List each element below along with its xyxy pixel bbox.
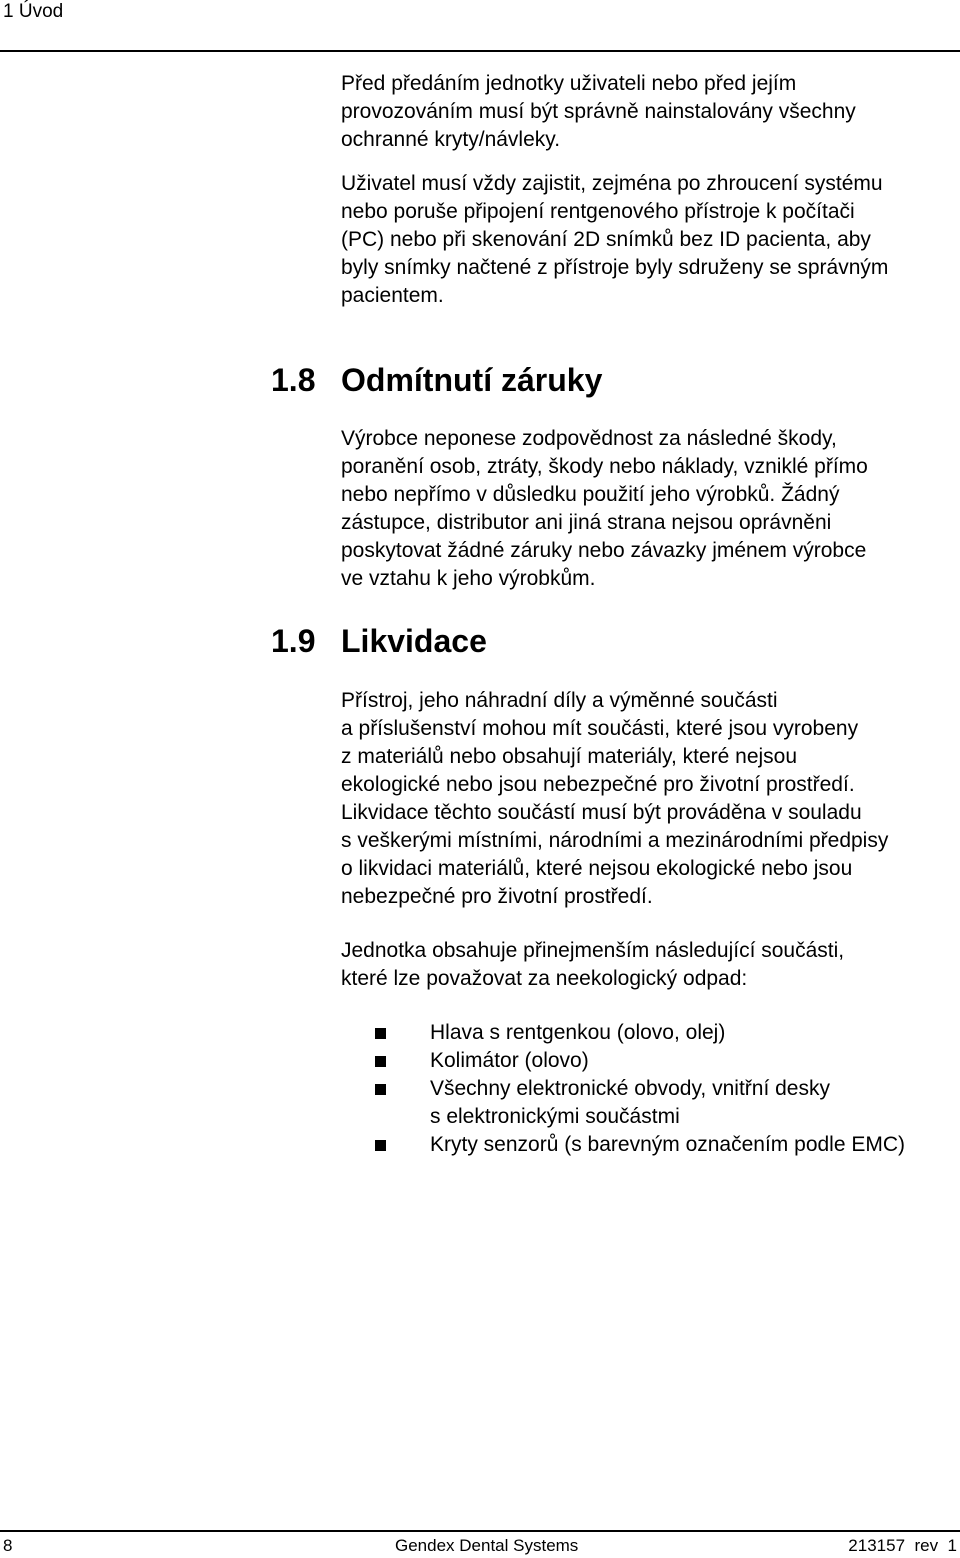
warranty-paragraph xyxy=(341,425,960,593)
square-bullet-icon xyxy=(375,1140,386,1151)
header-rule xyxy=(0,50,960,52)
list-item xyxy=(373,1131,905,1159)
footer-rule xyxy=(0,1530,960,1532)
section-number: 1.9 xyxy=(271,623,316,659)
text-line: Před předáním jednotky uživateli nebo před jejím xyxy=(341,72,797,95)
text-line: pacientem. xyxy=(341,284,444,307)
square-bullet-icon xyxy=(375,1084,386,1095)
section-title: Likvidace xyxy=(341,623,487,659)
section-title: Odmítnutí záruky xyxy=(341,362,603,398)
list-item xyxy=(373,1075,905,1131)
text-line: byly snímky načtené z přístroje byly sdruženy se správným xyxy=(341,256,889,279)
text-line: zástupce, distributor ani jiná strana nejsou oprávněni xyxy=(341,511,832,534)
intro-paragraph-2 xyxy=(341,170,960,310)
text-line: Přístroj, jeho náhradní díly a výměnné součásti xyxy=(341,689,778,712)
text-line: Likvidace těchto součástí musí být prováděna v souladu xyxy=(341,801,862,824)
section-heading-1-8 xyxy=(271,360,602,400)
hazardous-components-list xyxy=(373,1019,905,1159)
text-line: nebo poruše připojení rentgenového přístroje k počítači xyxy=(341,200,855,223)
list-item-text: Hlava s rentgenkou (olovo, olej) xyxy=(430,1021,726,1044)
list-item-text: Všechny elektronické obvody, vnitřní desky xyxy=(430,1077,830,1100)
text-line: Výrobce neponese zodpovědnost za následné škody, xyxy=(341,427,837,450)
list-item-text: s elektronickými součástmi xyxy=(430,1105,680,1128)
text-line: nebezpečné pro životní prostředí. xyxy=(341,885,653,908)
text-line: poranění osob, ztráty, škody nebo náklady, vzniklé přímo xyxy=(341,455,868,478)
square-bullet-icon xyxy=(375,1028,386,1039)
section-number: 1.8 xyxy=(271,362,316,398)
footer-page-number: 8 xyxy=(3,1536,13,1555)
text-line: s veškerými místními, národními a mezinárodními předpisy xyxy=(341,829,889,852)
square-bullet-icon xyxy=(375,1056,386,1067)
text-line: Jednotka obsahuje přinejmenším následující součásti, xyxy=(341,939,845,962)
running-header-chapter: 1 Úvod xyxy=(3,1,64,22)
text-line: které lze považovat za neekologický odpad: xyxy=(341,967,748,990)
text-line: o likvidaci materiálů, které nejsou ekologické nebo jsou xyxy=(341,857,853,880)
list-item-text: Kryty senzorů (s barevným označením podle EMC) xyxy=(430,1133,906,1156)
text-line: ve vztahu k jeho výrobkům. xyxy=(341,567,596,590)
text-line: z materiálů nebo obsahují materiály, které nejsou xyxy=(341,745,798,768)
text-line: nebo nepřímo v důsledku použití jeho výrobků. Žádný xyxy=(341,483,840,506)
list-item xyxy=(373,1047,905,1075)
disposal-paragraph-1 xyxy=(341,687,960,911)
text-line: Uživatel musí vždy zajistit, zejména po zhroucení systému xyxy=(341,172,883,195)
text-line: a příslušenství mohou mít součásti, které jsou vyrobeny xyxy=(341,717,859,740)
disposal-paragraph-2 xyxy=(341,937,960,993)
footer-doc-revision: 213157 rev 1 xyxy=(848,1536,957,1555)
intro-paragraph-1 xyxy=(341,70,960,154)
list-item-text: Kolimátor (olovo) xyxy=(430,1049,589,1072)
section-heading-1-9 xyxy=(271,621,487,661)
text-line: (PC) nebo při skenování 2D snímků bez ID pacienta, aby xyxy=(341,228,871,251)
text-line: ekologické nebo jsou nebezpečné pro životní prostředí. xyxy=(341,773,855,796)
text-line: provozováním musí být správně nainstalovány všechny xyxy=(341,100,856,123)
list-item xyxy=(373,1019,905,1047)
text-line: ochranné kryty/návleky. xyxy=(341,128,561,151)
footer-company: Gendex Dental Systems xyxy=(395,1536,579,1555)
text-line: poskytovat žádné záruky nebo závazky jménem výrobce xyxy=(341,539,867,562)
